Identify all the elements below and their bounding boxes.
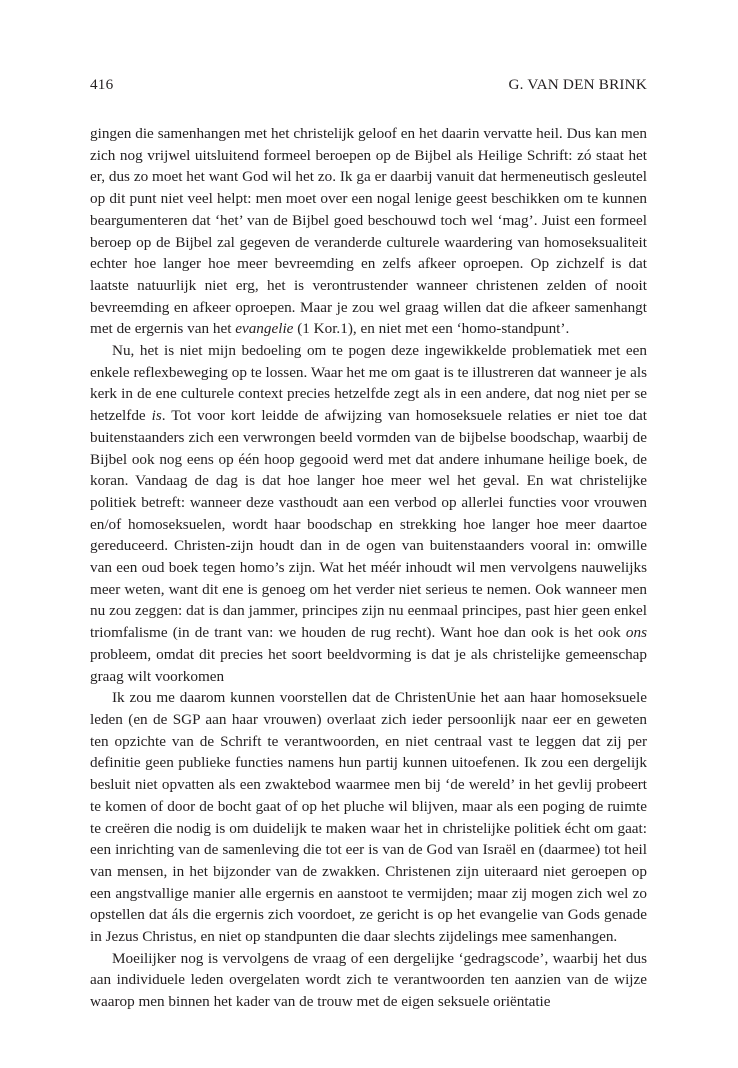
running-head: [90, 75, 647, 95]
paragraph-3-segment-1: Ik zou me daarom kunnen voorstellen dat de ChristenUnie het aan haar homoseksuele leden (en de SGP aan haar vrouwen) overlaat zich ieder persoonlijk naar eer en geweten ten opzichte van de Schrift te verantwoorden, en niet centraal vast te leggen dat zij per definitie geen publieke functies namens hun partij kunnen uitoefenen. Ik zou een dergelijk besluit niet opvatten als een zwaktebod waarmee men bij ‘de wereld’ in het gevlij probeert te komen of door de bocht gaat of op het pluche wil blijven, maar als een poging de ruimte te creëren die nodig is om duidelijk te maken waar het in christelijke politiek écht om gaat: een inrichting van de samenleving die tot eer is van de God van Israël en (daarmee) tot heil van mensen, in het bijzonder van de zwakken. Christenen zijn uiteraard niet geroepen op een angstvallige manier alle ergernis en aanstoot te vermijden; maar zij mogen zich wel zo opstellen dat áls die ergernis zich voordoet, ze gericht is op het evangelie van Gods genade in Jezus Christus, en niet op standpunten die daar slechts zijdelings mee samenhangen.: [90, 689, 647, 946]
page: [90, 75, 647, 1013]
paragraph-2-italic-is: is: [151, 407, 162, 425]
paragraph-4-segment-1: Moeilijker nog is vervolgens de vraag of een dergelijke ‘gedragscode’, waarbij het dus aan individuele leden overgelaten wordt zich te verantwoorden ten aanzien van de wijze waarop men binnen het kader van de trouw met de eigen seksuele oriëntatie: [90, 949, 647, 1011]
paragraph-1-segment-1: gingen die samenhangen met het christelijk geloof en het daarin vervatte heil. Dus kan men zich nog vrijwel uitsluitend formeel beroepen op de Bijbel als Heilige Schrift: zó staat het er, dus zo moet het want God wil het zo. Ik ga er daarbij vanuit dat hermeneutisch gesleutel op dit punt niet veel helpt: men moet over een nogal lenige geest beschikken om te kunnen beargumenteren dat ‘het’ van de Bijbel goed beschouwd toch wel ‘mag’. Juist een formeel beroep op de Bijbel zal gegeven de veranderde culturele waardering van homoseksualiteit echter hoe langer hoe meer bevreemding en zelfs afkeer oproepen. Op zichzelf is dat laatste natuurlijk niet erg, het is verontrustender wanneer christenen zelden of nooit bevreemding en afkeer oproepen. Maar je zou wel graag willen dat die afkeer samenhangt met de ergernis van het: [90, 125, 647, 338]
page-number: 416: [90, 76, 114, 93]
body-text: [90, 123, 647, 1013]
paragraph-1-italic-evangelie: evangelie: [235, 320, 294, 338]
paragraph-1-segment-3: (1 Kor.1), en niet met een ‘homo-standpunt’.: [293, 320, 570, 338]
paragraph-4: [90, 948, 647, 1013]
paragraph-2-segment-3: . Tot voor kort leidde de afwijzing van homoseksuele relaties er niet toe dat buitenstaanders zich een verwrongen beeld vormden van de bijbelse boodschap, waarbij de Bijbel ook nog eens op één hoop gegooid werd met dat andere inhumane heilige boek, de koran. Vandaag de dag is dat hoe langer hoe meer wel het geval. En wat christelijke politiek betreft: wanneer deze vasthoudt aan een verbod op allerlei functies voor vrouwen en/of homoseksuelen, wordt haar boodschap en strekking hoe langer hoe meer daartoe gereduceerd. Christen-zijn houdt dan in de ogen van buitenstaanders vooral in: omwille van een oud boek tegen homo’s zijn. Wat het méér inhoudt wil men vervolgens nauwelijks meer weten, want dit ene is genoeg om het verder niet serieus te nemen. Ook wanneer men nu zou zeggen: dat is dan jammer, principes zijn nu eenmaal principes, past hier geen enkel triomfalisme (in de trant van: we houden de rug recht). Want hoe dan ook is het ook: [90, 407, 648, 642]
paragraph-2-segment-1: Nu, het is niet mijn bedoeling om te pogen deze ingewikkelde problematiek met een enkele reflexbeweging op te lossen. Waar het me om gaat is te illustreren dat wanneer je als kerk in de ene culturele context precies hetzelfde zegt als in een andere, dat nog niet per se hetzelfde: [90, 342, 647, 425]
paragraph-2: [90, 340, 647, 687]
running-head-author: G. VAN DEN BRINK: [508, 76, 647, 93]
paragraph-2-italic-ons: ons: [625, 624, 647, 642]
paragraph-3: [90, 687, 647, 947]
paragraph-1: [90, 123, 647, 340]
paragraph-2-segment-5: probleem, omdat dit precies het soort beeldvorming is dat je als christelijke gemeenschap graag wilt voorkomen: [90, 645, 647, 685]
